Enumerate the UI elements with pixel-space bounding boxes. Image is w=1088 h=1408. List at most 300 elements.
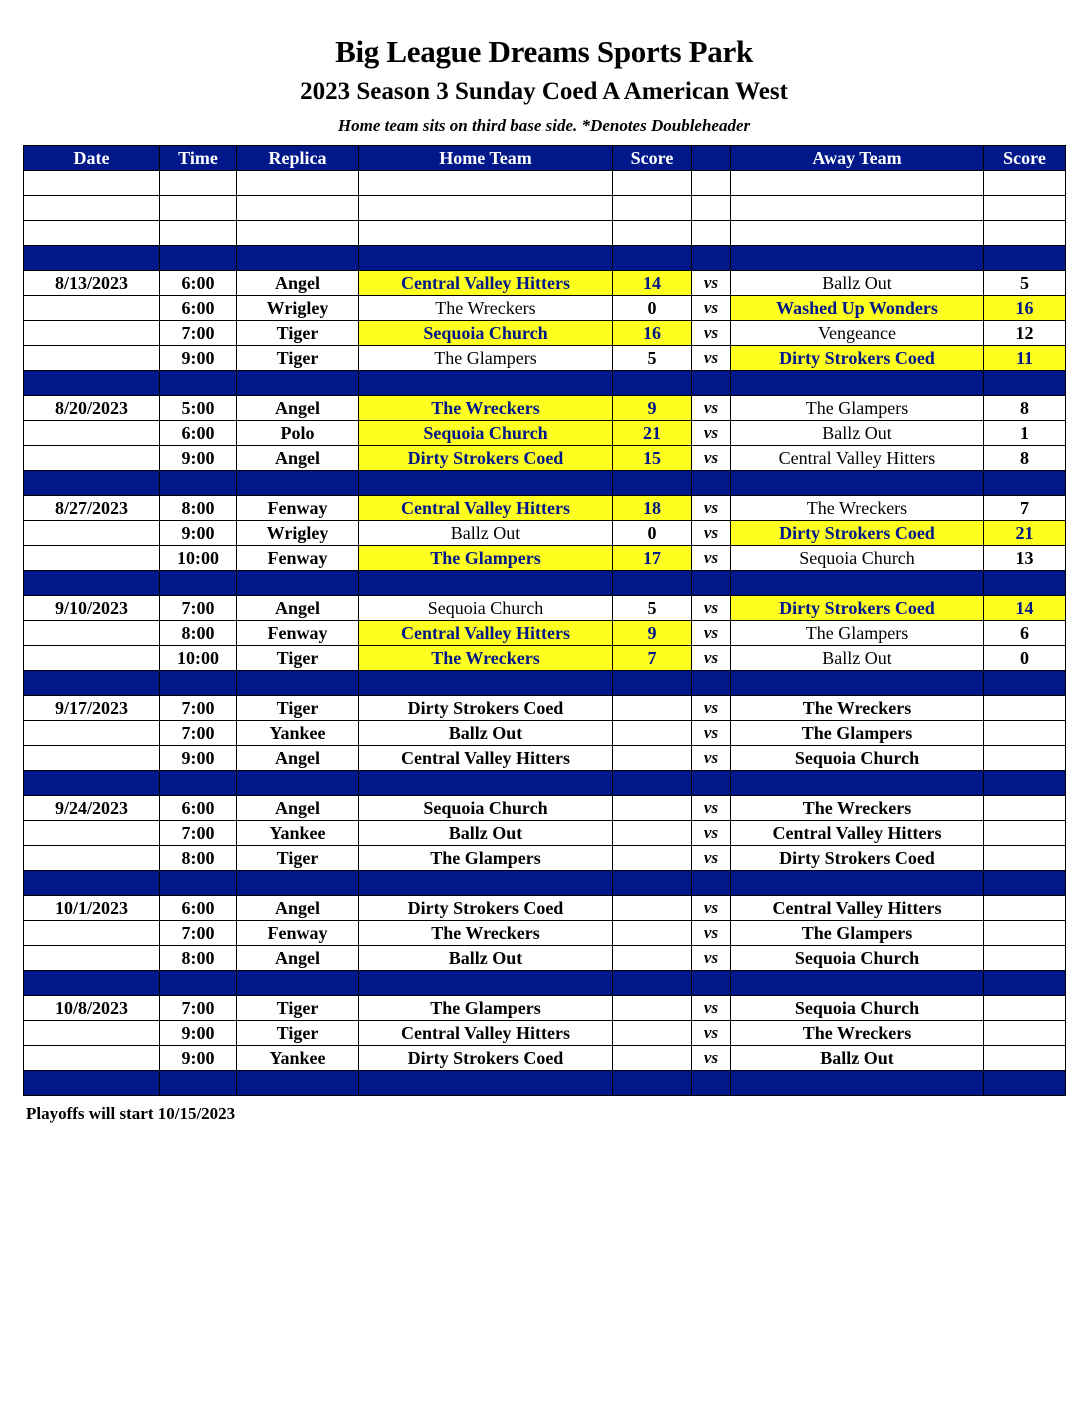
date-cell — [24, 671, 160, 696]
home-team-cell — [359, 171, 613, 196]
away-score-cell: 5 — [984, 271, 1066, 296]
away-score-cell — [984, 996, 1066, 1021]
replica-cell — [237, 371, 359, 396]
away-score-cell — [984, 1046, 1066, 1071]
away-team-cell: Ballz Out — [731, 421, 984, 446]
time-cell: 9:00 — [160, 1046, 237, 1071]
time-cell: 8:00 — [160, 621, 237, 646]
away-score-cell — [984, 371, 1066, 396]
away-score-cell: 7 — [984, 496, 1066, 521]
date-cell — [24, 721, 160, 746]
away-score-cell: 21 — [984, 521, 1066, 546]
game-row — [24, 521, 1066, 546]
away-team-cell: The Wreckers — [731, 696, 984, 721]
replica-cell: Angel — [237, 596, 359, 621]
home-score-cell: 5 — [613, 346, 692, 371]
away-team-cell: Central Valley Hitters — [731, 446, 984, 471]
date-cell: 9/24/2023 — [24, 796, 160, 821]
game-row — [24, 696, 1066, 721]
time-cell — [160, 471, 237, 496]
game-row — [24, 621, 1066, 646]
schedule-body — [24, 171, 1066, 1096]
vs-cell — [692, 471, 731, 496]
away-score-cell — [984, 1021, 1066, 1046]
home-score-cell — [613, 571, 692, 596]
away-score-cell — [984, 1071, 1066, 1096]
time-cell: 6:00 — [160, 796, 237, 821]
home-team-cell: Ballz Out — [359, 521, 613, 546]
date-cell — [24, 1046, 160, 1071]
away-score-cell — [984, 971, 1066, 996]
away-score-cell — [984, 471, 1066, 496]
home-score-cell — [613, 171, 692, 196]
game-row — [24, 746, 1066, 771]
away-score-cell — [984, 221, 1066, 246]
home-score-cell: 14 — [613, 271, 692, 296]
home-team-cell — [359, 471, 613, 496]
date-cell: 8/13/2023 — [24, 271, 160, 296]
date-cell — [24, 546, 160, 571]
replica-cell: Tiger — [237, 1021, 359, 1046]
away-team-cell: The Wreckers — [731, 496, 984, 521]
date-cell: 9/10/2023 — [24, 596, 160, 621]
home-team-cell: Ballz Out — [359, 821, 613, 846]
time-cell: 7:00 — [160, 321, 237, 346]
time-cell: 9:00 — [160, 521, 237, 546]
vs-cell — [692, 196, 731, 221]
replica-cell: Angel — [237, 446, 359, 471]
home-team-cell: Central Valley Hitters — [359, 746, 613, 771]
away-score-cell — [984, 246, 1066, 271]
away-team-cell: The Glampers — [731, 721, 984, 746]
home-team-cell: The Glampers — [359, 846, 613, 871]
replica-cell — [237, 221, 359, 246]
replica-cell: Wrigley — [237, 296, 359, 321]
away-team-cell: Ballz Out — [731, 1046, 984, 1071]
blank-row — [24, 171, 1066, 196]
game-row — [24, 921, 1066, 946]
home-score-cell — [613, 846, 692, 871]
time-cell — [160, 871, 237, 896]
home-score-cell — [613, 746, 692, 771]
away-team-cell — [731, 771, 984, 796]
vs-cell: vs — [692, 746, 731, 771]
home-score-cell — [613, 246, 692, 271]
time-cell — [160, 771, 237, 796]
home-score-cell: 5 — [613, 596, 692, 621]
schedule-note: Home team sits on third base side. *Denotes Doubleheader — [337, 116, 751, 135]
time-cell: 7:00 — [160, 721, 237, 746]
vs-cell: vs — [692, 271, 731, 296]
date-cell: 8/20/2023 — [24, 396, 160, 421]
separator-row — [24, 771, 1066, 796]
home-team-cell — [359, 196, 613, 221]
home-team-cell — [359, 246, 613, 271]
home-team-cell — [359, 221, 613, 246]
home-team-cell: The Glampers — [359, 996, 613, 1021]
away-team-cell: Central Valley Hitters — [731, 896, 984, 921]
date-cell — [24, 921, 160, 946]
home-score-cell — [613, 671, 692, 696]
time-cell — [160, 671, 237, 696]
home-team-cell: Ballz Out — [359, 946, 613, 971]
time-cell: 9:00 — [160, 1021, 237, 1046]
replica-cell — [237, 246, 359, 271]
home-team-cell: Dirty Strokers Coed — [359, 696, 613, 721]
away-team-cell — [731, 571, 984, 596]
game-row — [24, 996, 1066, 1021]
separator-row — [24, 246, 1066, 271]
away-score-cell: 12 — [984, 321, 1066, 346]
time-cell: 8:00 — [160, 846, 237, 871]
date-cell — [24, 1021, 160, 1046]
home-team-cell: Central Valley Hitters — [359, 621, 613, 646]
replica-cell: Angel — [237, 796, 359, 821]
date-cell — [24, 421, 160, 446]
date-cell — [24, 346, 160, 371]
time-cell: 9:00 — [160, 446, 237, 471]
away-score-cell — [984, 896, 1066, 921]
replica-cell: Tiger — [237, 846, 359, 871]
separator-row — [24, 571, 1066, 596]
vs-cell: vs — [692, 721, 731, 746]
game-row — [24, 346, 1066, 371]
game-row — [24, 946, 1066, 971]
date-cell — [24, 646, 160, 671]
home-team-cell — [359, 371, 613, 396]
away-team-cell: The Wreckers — [731, 796, 984, 821]
separator-row — [24, 971, 1066, 996]
replica-cell: Tiger — [237, 346, 359, 371]
replica-cell — [237, 571, 359, 596]
replica-cell: Yankee — [237, 721, 359, 746]
replica-cell: Fenway — [237, 546, 359, 571]
time-cell: 6:00 — [160, 421, 237, 446]
home-score-cell — [613, 921, 692, 946]
date-cell — [24, 571, 160, 596]
home-team-cell — [359, 671, 613, 696]
home-team-cell: The Glampers — [359, 546, 613, 571]
home-score-cell: 0 — [613, 521, 692, 546]
replica-cell: Tiger — [237, 996, 359, 1021]
away-team-cell — [731, 871, 984, 896]
away-team-cell: Ballz Out — [731, 646, 984, 671]
replica-cell: Angel — [237, 396, 359, 421]
game-row — [24, 1021, 1066, 1046]
schedule-table — [23, 145, 1066, 1096]
vs-cell — [692, 1071, 731, 1096]
away-team-cell: Sequoia Church — [731, 546, 984, 571]
vs-cell: vs — [692, 296, 731, 321]
date-cell — [24, 296, 160, 321]
away-team-cell: Vengeance — [731, 321, 984, 346]
date-cell — [24, 946, 160, 971]
home-team-cell: Central Valley Hitters — [359, 496, 613, 521]
time-cell — [160, 221, 237, 246]
col-home-team: Home Team — [359, 146, 613, 171]
away-score-cell: 13 — [984, 546, 1066, 571]
game-row — [24, 496, 1066, 521]
separator-row — [24, 1071, 1066, 1096]
away-score-cell — [984, 921, 1066, 946]
header-row — [24, 146, 1066, 171]
home-team-cell — [359, 1071, 613, 1096]
home-score-cell — [613, 821, 692, 846]
replica-cell: Tiger — [237, 696, 359, 721]
away-team-cell: The Wreckers — [731, 1021, 984, 1046]
away-score-cell: 11 — [984, 346, 1066, 371]
replica-cell — [237, 471, 359, 496]
date-cell — [24, 846, 160, 871]
game-row — [24, 546, 1066, 571]
vs-cell: vs — [692, 646, 731, 671]
vs-cell: vs — [692, 396, 731, 421]
away-team-cell — [731, 246, 984, 271]
away-team-cell: Ballz Out — [731, 271, 984, 296]
vs-cell: vs — [692, 421, 731, 446]
time-cell: 5:00 — [160, 396, 237, 421]
home-score-cell — [613, 371, 692, 396]
home-team-cell — [359, 871, 613, 896]
date-cell — [24, 1071, 160, 1096]
replica-cell: Polo — [237, 421, 359, 446]
replica-cell: Tiger — [237, 321, 359, 346]
game-row — [24, 1046, 1066, 1071]
replica-cell: Yankee — [237, 821, 359, 846]
col-time: Time — [160, 146, 237, 171]
game-row — [24, 321, 1066, 346]
away-team-cell: Sequoia Church — [731, 746, 984, 771]
away-score-cell — [984, 821, 1066, 846]
separator-row — [24, 671, 1066, 696]
date-cell — [24, 371, 160, 396]
col-home-score: Score — [613, 146, 692, 171]
home-team-cell: Dirty Strokers Coed — [359, 446, 613, 471]
game-row — [24, 796, 1066, 821]
vs-cell: vs — [692, 1021, 731, 1046]
home-team-cell: Central Valley Hitters — [359, 271, 613, 296]
date-cell — [24, 746, 160, 771]
away-team-cell — [731, 371, 984, 396]
game-row — [24, 296, 1066, 321]
home-score-cell — [613, 871, 692, 896]
vs-cell — [692, 771, 731, 796]
home-score-cell — [613, 196, 692, 221]
home-score-cell: 15 — [613, 446, 692, 471]
replica-cell — [237, 671, 359, 696]
separator-row — [24, 371, 1066, 396]
vs-cell — [692, 171, 731, 196]
home-score-cell — [613, 696, 692, 721]
date-cell — [24, 521, 160, 546]
away-team-cell: Dirty Strokers Coed — [731, 846, 984, 871]
home-score-cell — [613, 771, 692, 796]
date-cell — [24, 446, 160, 471]
time-cell: 7:00 — [160, 996, 237, 1021]
away-team-cell — [731, 171, 984, 196]
time-cell: 7:00 — [160, 596, 237, 621]
time-cell: 7:00 — [160, 696, 237, 721]
game-row — [24, 646, 1066, 671]
vs-cell — [692, 246, 731, 271]
away-score-cell — [984, 721, 1066, 746]
away-team-cell — [731, 1071, 984, 1096]
date-cell: 8/27/2023 — [24, 496, 160, 521]
away-team-cell: Dirty Strokers Coed — [731, 521, 984, 546]
vs-cell: vs — [692, 346, 731, 371]
home-team-cell: The Glampers — [359, 346, 613, 371]
playoffs-note: Playoffs will start 10/15/2023 — [26, 1104, 236, 1123]
home-team-cell — [359, 571, 613, 596]
home-team-cell — [359, 771, 613, 796]
away-score-cell — [984, 871, 1066, 896]
home-team-cell: Ballz Out — [359, 721, 613, 746]
away-score-cell: 6 — [984, 621, 1066, 646]
vs-cell: vs — [692, 996, 731, 1021]
replica-cell: Fenway — [237, 621, 359, 646]
time-cell: 9:00 — [160, 746, 237, 771]
date-cell — [24, 621, 160, 646]
home-score-cell — [613, 996, 692, 1021]
date-cell: 10/1/2023 — [24, 896, 160, 921]
vs-cell: vs — [692, 896, 731, 921]
home-score-cell — [613, 1021, 692, 1046]
blank-row — [24, 196, 1066, 221]
game-row — [24, 821, 1066, 846]
date-cell: 10/8/2023 — [24, 996, 160, 1021]
date-cell: 9/17/2023 — [24, 696, 160, 721]
replica-cell — [237, 871, 359, 896]
away-score-cell — [984, 846, 1066, 871]
time-cell — [160, 171, 237, 196]
vs-cell: vs — [692, 946, 731, 971]
home-team-cell: Central Valley Hitters — [359, 1021, 613, 1046]
time-cell — [160, 971, 237, 996]
col-vs — [692, 146, 731, 171]
away-score-cell — [984, 571, 1066, 596]
time-cell: 9:00 — [160, 346, 237, 371]
vs-cell — [692, 971, 731, 996]
away-team-cell: Washed Up Wonders — [731, 296, 984, 321]
vs-cell: vs — [692, 496, 731, 521]
date-cell — [24, 471, 160, 496]
home-team-cell: The Wreckers — [359, 921, 613, 946]
replica-cell — [237, 771, 359, 796]
separator-row — [24, 871, 1066, 896]
vs-cell: vs — [692, 846, 731, 871]
away-team-cell: The Glampers — [731, 396, 984, 421]
time-cell: 7:00 — [160, 921, 237, 946]
time-cell — [160, 1071, 237, 1096]
replica-cell: Angel — [237, 896, 359, 921]
away-team-cell: Dirty Strokers Coed — [731, 596, 984, 621]
replica-cell: Wrigley — [237, 521, 359, 546]
separator-row — [24, 471, 1066, 496]
replica-cell: Angel — [237, 746, 359, 771]
home-team-cell: Sequoia Church — [359, 321, 613, 346]
home-score-cell: 21 — [613, 421, 692, 446]
page-subtitle: 2023 Season 3 Sunday Coed A American West — [300, 78, 788, 105]
home-score-cell — [613, 1071, 692, 1096]
vs-cell — [692, 871, 731, 896]
vs-cell — [692, 671, 731, 696]
vs-cell: vs — [692, 796, 731, 821]
time-cell — [160, 246, 237, 271]
vs-cell: vs — [692, 696, 731, 721]
date-cell — [24, 246, 160, 271]
away-score-cell: 16 — [984, 296, 1066, 321]
time-cell: 8:00 — [160, 496, 237, 521]
home-score-cell — [613, 946, 692, 971]
home-score-cell — [613, 971, 692, 996]
col-away-team: Away Team — [731, 146, 984, 171]
game-row — [24, 721, 1066, 746]
replica-cell: Fenway — [237, 921, 359, 946]
time-cell — [160, 371, 237, 396]
home-team-cell: The Wreckers — [359, 296, 613, 321]
home-score-cell: 18 — [613, 496, 692, 521]
game-row — [24, 271, 1066, 296]
home-score-cell: 9 — [613, 396, 692, 421]
away-score-cell — [984, 796, 1066, 821]
home-score-cell: 0 — [613, 296, 692, 321]
time-cell: 8:00 — [160, 946, 237, 971]
home-score-cell — [613, 471, 692, 496]
date-cell — [24, 821, 160, 846]
away-team-cell: Central Valley Hitters — [731, 821, 984, 846]
away-score-cell: 1 — [984, 421, 1066, 446]
home-team-cell — [359, 971, 613, 996]
replica-cell: Angel — [237, 271, 359, 296]
game-row — [24, 421, 1066, 446]
replica-cell — [237, 196, 359, 221]
time-cell — [160, 196, 237, 221]
home-team-cell: Sequoia Church — [359, 796, 613, 821]
away-score-cell — [984, 946, 1066, 971]
home-team-cell: The Wreckers — [359, 646, 613, 671]
replica-cell — [237, 1071, 359, 1096]
time-cell: 7:00 — [160, 821, 237, 846]
home-score-cell: 9 — [613, 621, 692, 646]
date-cell — [24, 196, 160, 221]
home-score-cell — [613, 796, 692, 821]
replica-cell — [237, 971, 359, 996]
col-away-score: Score — [984, 146, 1066, 171]
home-score-cell: 7 — [613, 646, 692, 671]
game-row — [24, 846, 1066, 871]
away-score-cell — [984, 696, 1066, 721]
away-score-cell: 14 — [984, 596, 1066, 621]
away-team-cell — [731, 221, 984, 246]
vs-cell: vs — [692, 446, 731, 471]
away-team-cell — [731, 671, 984, 696]
time-cell: 6:00 — [160, 296, 237, 321]
away-team-cell — [731, 471, 984, 496]
replica-cell: Angel — [237, 946, 359, 971]
replica-cell: Tiger — [237, 646, 359, 671]
time-cell: 6:00 — [160, 896, 237, 921]
vs-cell: vs — [692, 596, 731, 621]
home-score-cell — [613, 1046, 692, 1071]
away-team-cell: Sequoia Church — [731, 946, 984, 971]
home-team-cell: Sequoia Church — [359, 596, 613, 621]
away-score-cell — [984, 171, 1066, 196]
away-score-cell: 8 — [984, 396, 1066, 421]
vs-cell: vs — [692, 521, 731, 546]
game-row — [24, 896, 1066, 921]
vs-cell: vs — [692, 621, 731, 646]
away-team-cell: Dirty Strokers Coed — [731, 346, 984, 371]
